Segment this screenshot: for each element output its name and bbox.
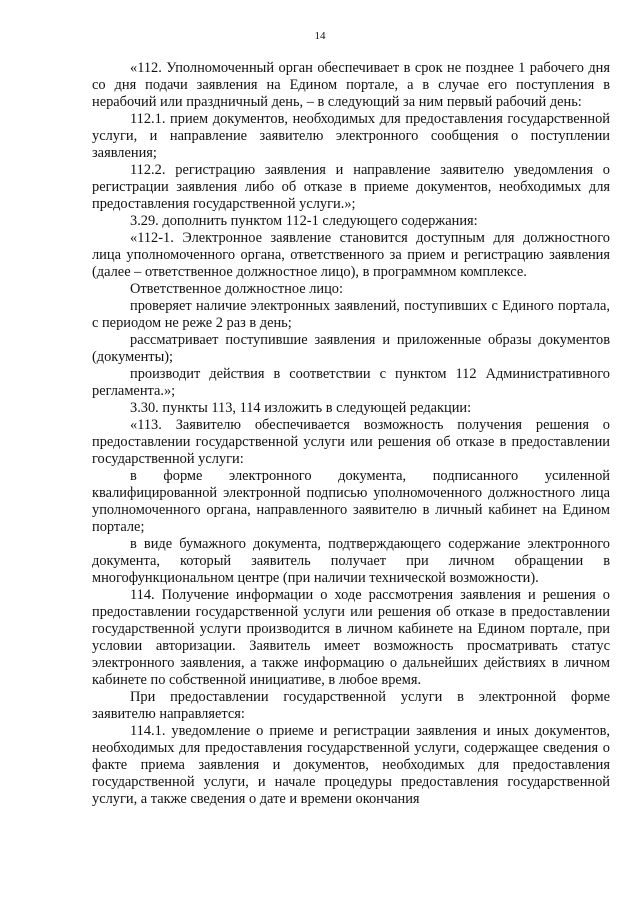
paragraph-electronic-form: При предоставлении государственной услуги в электронной форме заявителю направляется: <box>92 689 610 722</box>
paragraph-112-1: 112.1. прием документов, необходимых для предоставления государственной услуги, и направление заявителю электронного сообщения о поступлении заявления; <box>92 111 610 161</box>
page-number: 14 <box>314 30 326 42</box>
paragraph-reviews-applications: рассматривает поступившие заявления и приложенные образы документов (документы); <box>92 332 610 365</box>
paragraph-113: «113. Заявителю обеспечивается возможность получения решения о предоставлении государственной услуги или решения об отказе в предоставлении государственной услуги: <box>92 417 610 467</box>
paragraph-112-dash-1: «112-1. Электронное заявление становится доступным для должностного лица уполномоченного органа, ответственного за прием и регистрацию заявления (далее – ответственное должностное лицо), в программном комплексе. <box>92 230 610 280</box>
paragraph-performs-actions: производит действия в соответствии с пунктом 112 Административного регламента.»; <box>92 366 610 399</box>
document-body <box>92 60 610 808</box>
paragraph-electronic-document: в форме электронного документа, подписанного усиленной квалифицированной электронной подписью уполномоченного должностного лица уполномоченного органа, направленного заявителю в личный кабинет на Едином портале; <box>92 468 610 535</box>
paragraph-3-29: 3.29. дополнить пунктом 112-1 следующего содержания: <box>130 213 478 229</box>
paragraph-responsible-official: Ответственное должностное лицо: <box>130 281 343 297</box>
paragraph-114-1: 114.1. уведомление о приеме и регистрации заявления и иных документов, необходимых для предоставления государственной услуги, содержащее сведения о факте приема заявления и документов, необходимых для предоставления государственной услуги, и начале процедуры предоставления государственной услуги, а также сведения о дате и времени окончания <box>92 723 610 807</box>
paragraph-112: «112. Уполномоченный орган обеспечивает в срок не позднее 1 рабочего дня со дня подачи заявления на Едином портале, а в случае его поступления в нерабочий или праздничный день, – в следующий за ним первый рабочий день: <box>92 60 610 110</box>
paragraph-3-30: 3.30. пункты 113, 114 изложить в следующей редакции: <box>130 400 472 416</box>
paragraph-paper-document: в виде бумажного документа, подтверждающего содержание электронного документа, который заявитель получает при личном обращении в многофункциональном центре (при наличии технической возможности). <box>92 536 610 586</box>
paragraph-checks-applications: проверяет наличие электронных заявлений, поступивших с Единого портала, с периодом не реже 2 раз в день; <box>92 298 610 331</box>
paragraph-114: 114. Получение информации о ходе рассмотрения заявления и решения о предоставлении государственной услуги или решения об отказе в предоставлении государственной услуги производится в личном кабинете на Едином портале, при условии авторизации. Заявитель имеет возможность просматривать статус электронного заявления, а также информацию о дальнейших действиях в личном кабинете по собственной инициативе, в любое время. <box>92 587 610 688</box>
paragraph-112-2: 112.2. регистрацию заявления и направление заявителю уведомления о регистрации заявления либо об отказе в приеме документов, необходимых для предоставления государственной услуги.»; <box>92 162 610 212</box>
